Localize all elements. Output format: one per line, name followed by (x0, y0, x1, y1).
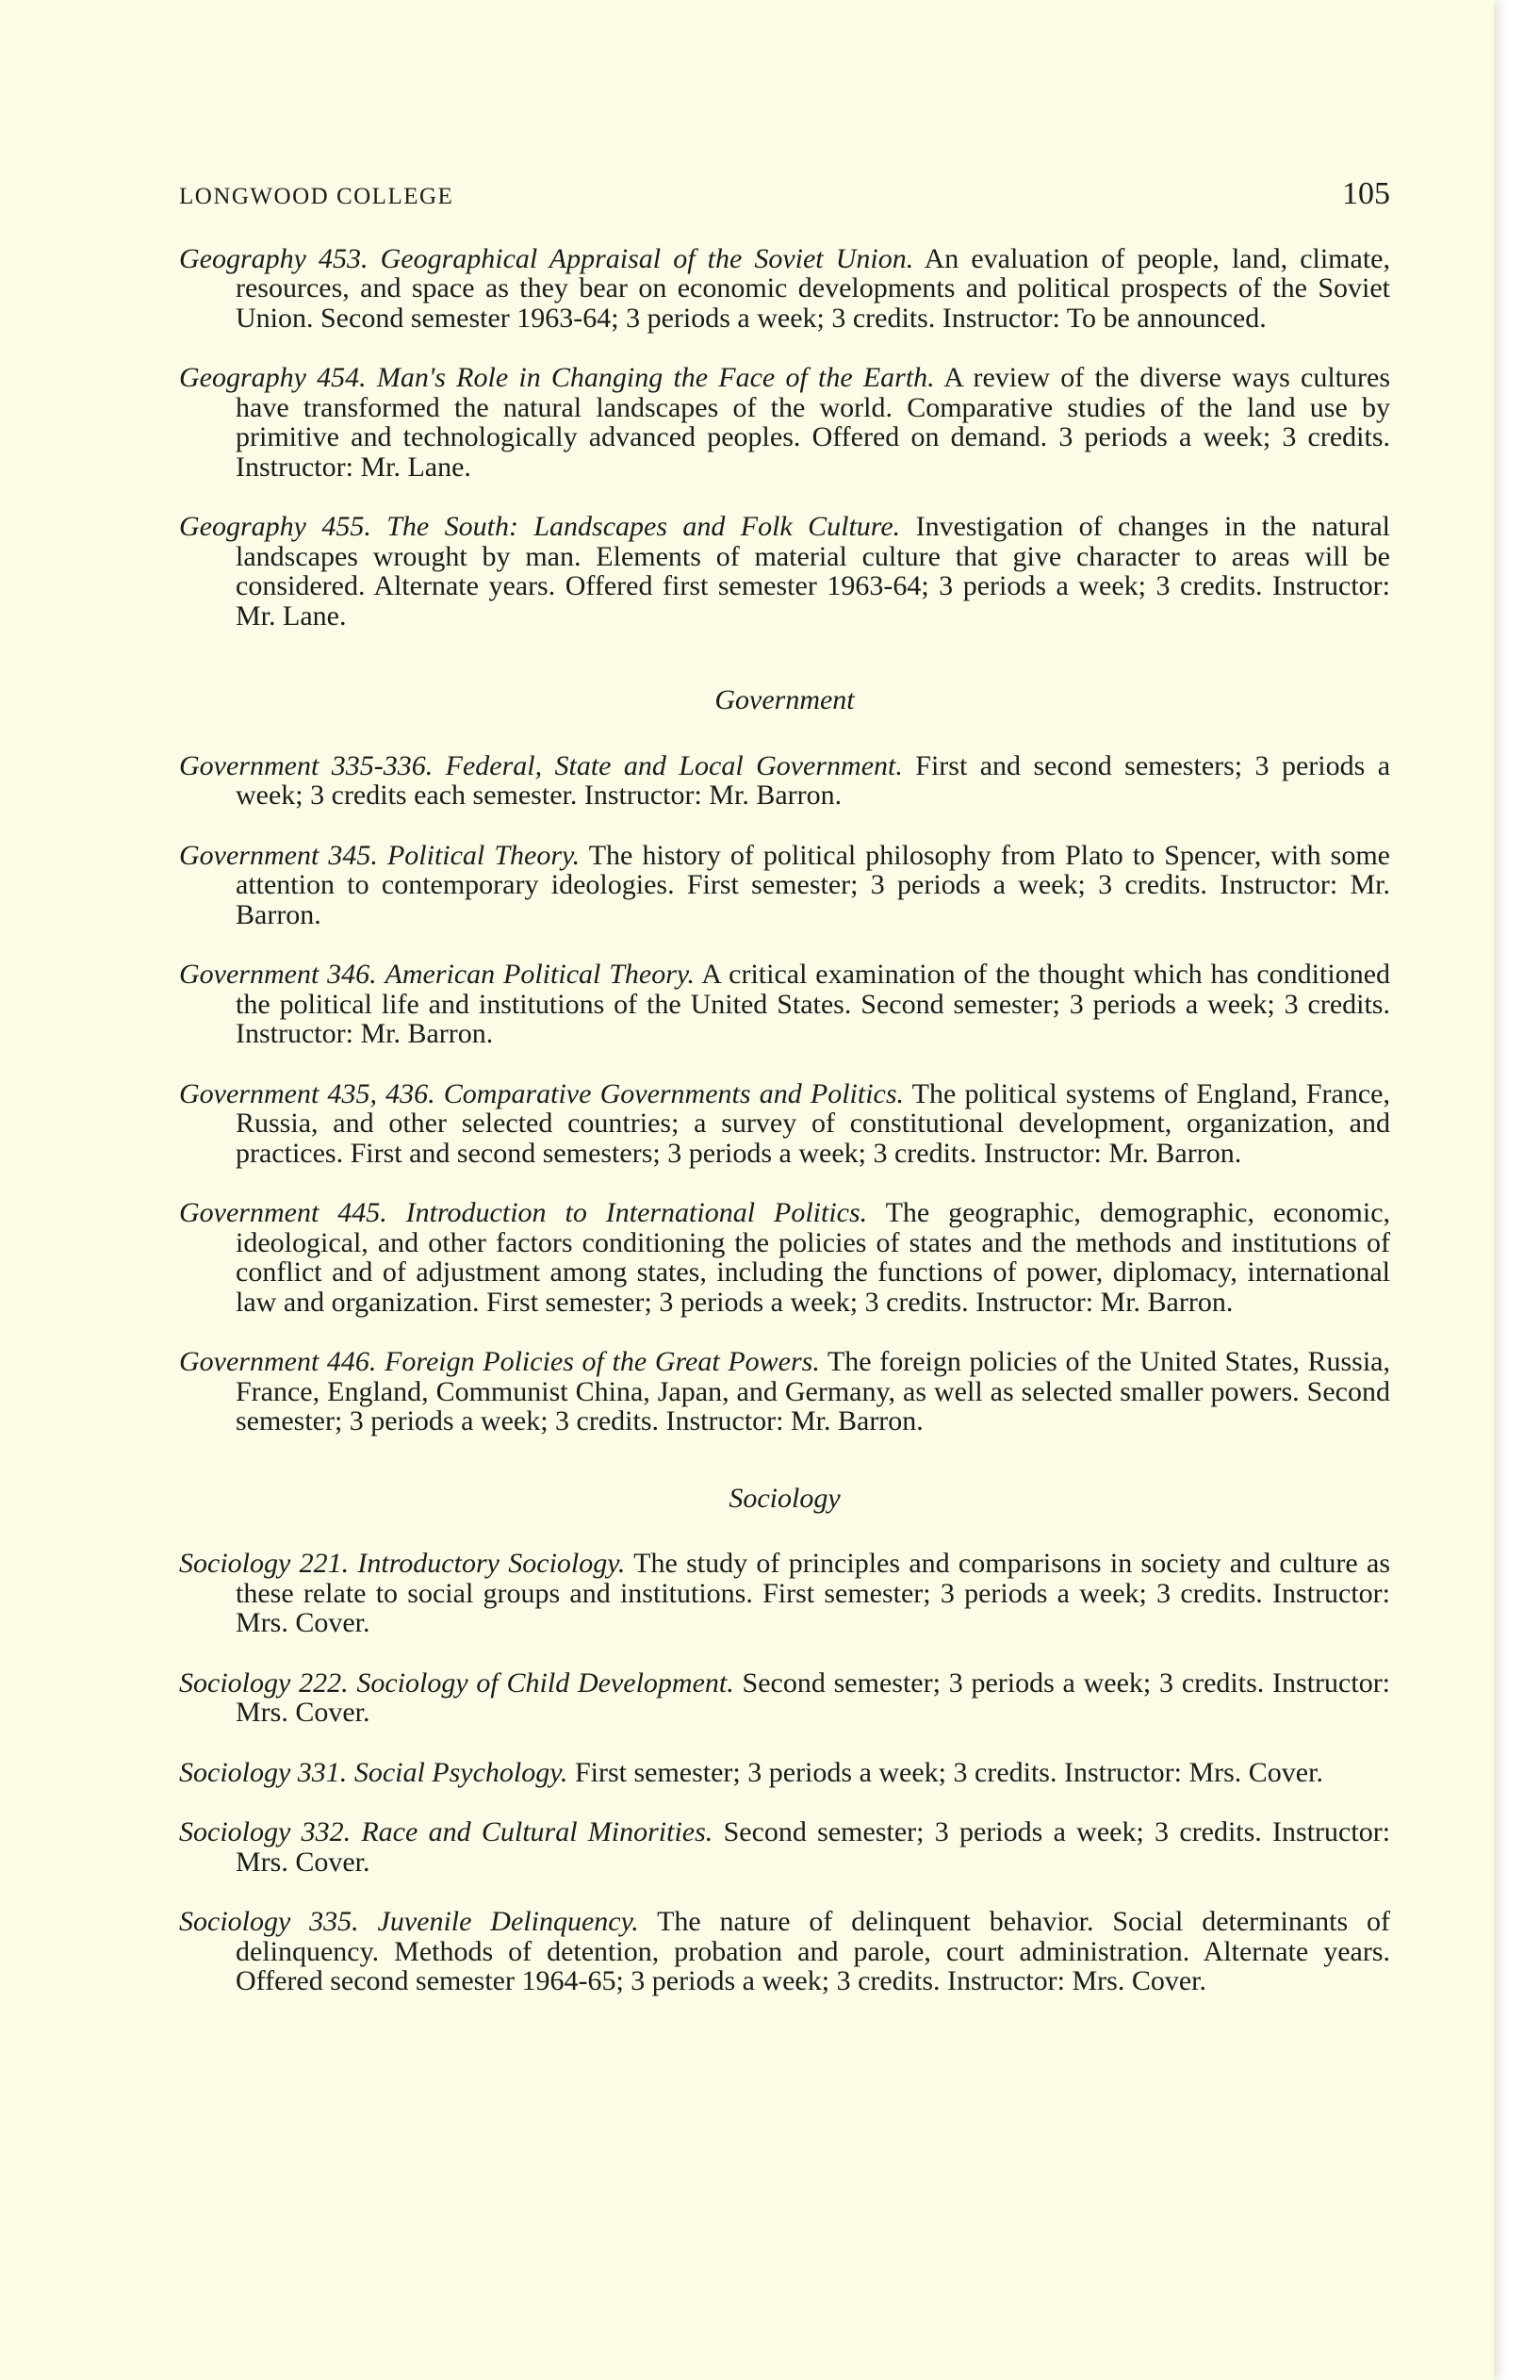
course-title: The South: Landscapes and Folk Culture. (386, 511, 901, 542)
course-number: Government 446. (179, 1346, 377, 1377)
course-number: Government 346. (179, 959, 377, 990)
header-title: LONGWOOD COLLEGE (179, 184, 454, 209)
course-number: Sociology 222. (179, 1666, 349, 1699)
course-number: Government 335-336. (179, 749, 434, 781)
course-title: Sociology of Child Development. (356, 1666, 734, 1699)
course-number: Sociology 331. (179, 1756, 348, 1788)
course-title: Social Psychology. (353, 1756, 568, 1788)
course-number: Government 345. (179, 839, 378, 871)
course-description: Investigation of changes in the natural landscapes wrought by man. Elements of material culture that give character to areas will be considered. Alternate years. Offered first semester 1963-64; 3 periods a week; 3 credits. Instructor: Mr. Lane. (236, 511, 1391, 632)
course-title: Introduction to International Politics. (405, 1197, 868, 1228)
course-title: American Political Theory. (385, 959, 696, 990)
course-entry (179, 841, 1390, 930)
course-description: A critical examination of the thought which has conditioned the political life and institutions of the United States. Second semester; 3 periods a week; 3 credits. Instructor: Mr. Barron. (236, 959, 1391, 1049)
course-title: Introductory Sociology. (357, 1548, 626, 1579)
course-entry (179, 1758, 1390, 1788)
course-entry (179, 512, 1390, 631)
course-entry (179, 244, 1390, 334)
course-entry (179, 751, 1390, 811)
section-heading: Government (714, 684, 855, 715)
course-description: The nature of delinquent behavior. Social determinants of delinquency. Methods of detention, probation and parole, court administration. Alternate years. Offered second semester 1964-65; 3 periods a week; 3 credits. Instructor: Mrs. Cover. (236, 1906, 1390, 1996)
course-number: Sociology 221. (179, 1548, 350, 1579)
course-entry (179, 1907, 1390, 1996)
course-number: Sociology 335. (179, 1906, 359, 1937)
government-section (179, 685, 1390, 1436)
course-entry (179, 1549, 1390, 1638)
section-heading: Sociology (729, 1482, 841, 1514)
course-description: The geographic, demographic, economic, ideological, and other factors conditioning the policies of states and the methods and institutions of conflict and of adjustment among states, including the functions of power, diplomacy, international law and organization. First semester; 3 periods a week; 3 credits. Instructor: Mr. Barron. (236, 1197, 1391, 1318)
course-number: Geography 453. (179, 242, 369, 274)
course-entry (179, 1347, 1390, 1436)
course-number: Government 445. (179, 1197, 387, 1228)
course-title: Federal, State and Local Government. (445, 749, 903, 781)
course-description: The study of principles and comparisons in society and culture as these relate to social groups and institutions. First semester; 3 periods a week; 3 credits. Instructor: Mrs. Cover. (236, 1548, 1390, 1638)
course-description: An evaluation of people, land, climate, resources, and space as they bear on economic developments and political prospects of the Soviet Union. Second semester 1963-64; 3 periods a week; 3 credits. Instructor: To be announced. (236, 242, 1390, 334)
course-title: Political Theory. (386, 839, 581, 871)
course-entry (179, 363, 1390, 482)
page-number: 105 (1342, 176, 1390, 211)
course-description: First and second semesters; 3 periods a week; 3 credits each semester. Instructor: Mr. Barron. (236, 749, 1391, 811)
course-entry (179, 1817, 1390, 1877)
course-title: Geographical Appraisal of the Soviet Union. (380, 242, 914, 274)
course-title: Comparative Governments and Politics. (443, 1077, 905, 1109)
course-entry (179, 1079, 1390, 1169)
course-entry (179, 960, 1390, 1049)
course-title: Juvenile Delinquency. (377, 1906, 639, 1937)
course-description: First semester; 3 periods a week; 3 credits. Instructor: Mrs. Cover. (574, 1756, 1323, 1788)
course-description: The foreign policies of the United States, Russia, France, England, Communist China, Japan, and Germany, as well as selected smaller powers. Second semester; 3 periods a week; 3 credits. Instructor: Mr. Barron. (236, 1346, 1390, 1436)
course-entry (179, 1198, 1390, 1317)
geography-section (179, 244, 1390, 632)
course-description: Second semester; 3 periods a week; 3 credits. Instructor: Mrs. Cover. (236, 1816, 1391, 1878)
course-description: A review of the diverse ways cultures have transformed the natural landscapes of the world. Comparative studies of the land use by primitive and technologically advanced peoples. Offered on demand. 3 periods a week; 3 credits. Instructor: Mr. Lane. (236, 362, 1390, 483)
course-number: Sociology 332. (179, 1816, 352, 1847)
course-title: Man's Role in Changing the Face of the Earth. (376, 362, 935, 393)
course-number: Government 435, 436. (179, 1077, 435, 1109)
course-entry (179, 1668, 1390, 1728)
course-number: Geography 455. (179, 511, 371, 542)
page-content (179, 176, 1391, 2027)
running-header (179, 176, 1390, 212)
course-number: Geography 454. (179, 362, 367, 393)
course-description: Second semester; 3 periods a week; 3 credits. Instructor: Mrs. Cover. (236, 1666, 1391, 1728)
course-description: The political systems of England, France, Russia, and other selected countries; a survey of constitutional development, organization, and practices. First and second semesters; 3 periods a week; 3 credits. Instructor: Mr. Barron. (236, 1077, 1390, 1169)
sociology-section (179, 1484, 1390, 1996)
course-title: Race and Cultural Minorities. (361, 1816, 713, 1847)
course-description: The history of political philosophy from Plato to Spencer, with some attention to contemporary ideologies. First semester; 3 periods a week; 3 credits. Instructor: Mr. Barron. (236, 839, 1390, 930)
course-title: Foreign Policies of the Great Powers. (385, 1346, 820, 1377)
